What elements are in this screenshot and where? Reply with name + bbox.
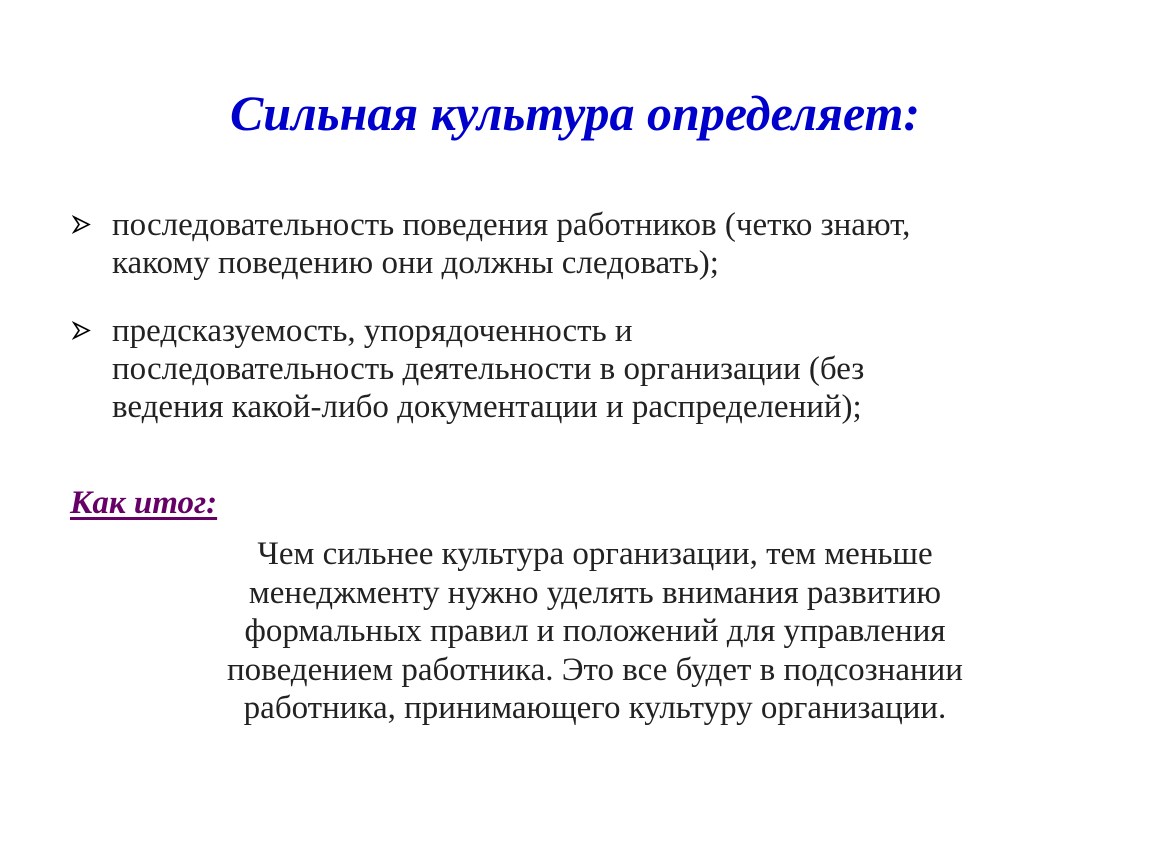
slide-title: Сильная культура определяет: — [229, 85, 921, 141]
summary-label: Как итог: — [70, 485, 218, 521]
bullet-item — [72, 312, 1102, 426]
bullet-text: предсказуемость, упорядоченность и последовательность деятельности в организации (без ведения какой-либо документации и распределений); — [112, 313, 865, 425]
bullet-text: последовательность поведения работников (четко знают, какому поведению они должны следовать); — [112, 207, 911, 281]
summary-text: Чем сильнее культура организации, тем меньше менеджменту нужно уделять внимания развитию формальных правил и положений для управления поведением работника. Это все будет в подсознании работника, принимающего культуру организации. — [227, 536, 963, 726]
bullet-list — [72, 206, 1102, 426]
arrow-bullet-icon — [72, 321, 91, 340]
arrow-bullet-icon — [72, 215, 91, 234]
bullet-item — [72, 206, 1102, 282]
